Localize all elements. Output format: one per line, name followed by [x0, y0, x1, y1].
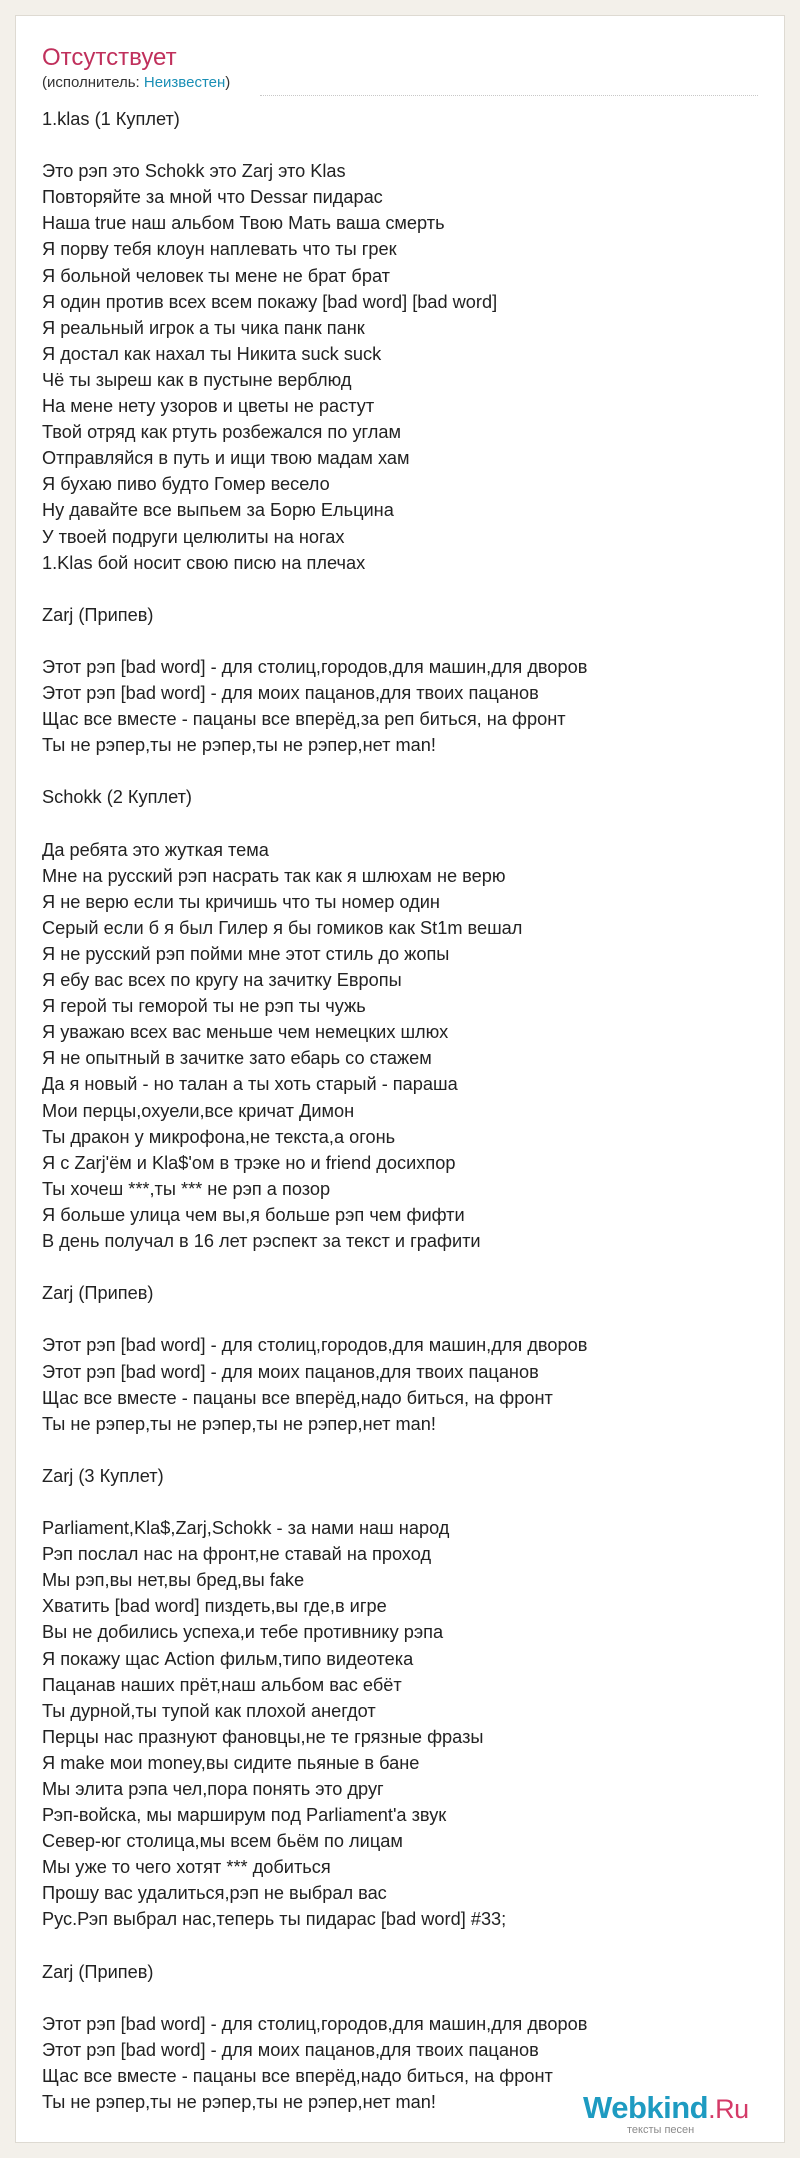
lyric-line: Zarj (Припев) [42, 1961, 154, 1982]
lyric-line: Этот рэп [bad word] - для моих пацанов,для твоих пацанов [42, 1361, 539, 1382]
lyric-line: На мене нету узоров и цветы не растут [42, 396, 375, 417]
lyric-line: Повторяйте за мной что Dessar пидарас [42, 187, 383, 208]
lyric-line: Zarj (Припев) [42, 604, 154, 625]
lyric-line: Перцы нас празнуют фановцы,не те грязные фразы [42, 1726, 484, 1747]
lyric-line: Zarj (Припев) [42, 1283, 154, 1304]
lyric-line: Я один против всех всем покажу [bad word] [bad word] [42, 291, 498, 312]
lyric-line: Я порву тебя клоун наплевать что ты грек [42, 239, 397, 260]
site-logo[interactable] [583, 2091, 773, 2135]
lyric-line: Ты дурной,ты тупой как плохой анегдот [42, 1700, 376, 1721]
lyric-line: Этот рэп [bad word] - для моих пацанов,для твоих пацанов [42, 2039, 539, 2060]
lyric-line: Я реальный игрок а ты чика панк панк [42, 317, 365, 338]
lyric-line: Серый если б я был Гилер я бы гомиков как St1m вешал [42, 917, 523, 938]
lyric-line: Я make мои money,вы сидите пьяные в бане [42, 1752, 420, 1773]
lyric-line [42, 1985, 742, 2011]
lyric-line: Твой отряд как ртуть розбежался по углам [42, 422, 401, 443]
lyrics-block [42, 106, 742, 2115]
lyric-line: Parliament,Kla$,Zarj,Schokk - за нами наш народ [42, 1518, 450, 1539]
lyric-line: Я не русский рэп пойми мне этот стиль до жопы [42, 944, 450, 964]
lyric-line [42, 628, 742, 654]
performer-line [42, 74, 230, 92]
lyric-line: 1.klas (1 Куплет) [42, 109, 180, 129]
song-title: Отсутствует [42, 44, 177, 71]
lyric-line: Мои перцы,охуели,все кричат Димон [42, 1100, 355, 1121]
lyric-line: Щас все вместе - пацаны все вперёд,надо биться, на фронт [42, 1387, 553, 1408]
lyric-line: Рэп послал нас на фронт,не ставай на проход [42, 1544, 432, 1565]
lyric-line: Ты дракон у микрофона,не текста,а огонь [42, 1126, 396, 1147]
logo-tagline: тексты песен [627, 2124, 695, 2136]
lyric-line: Чё ты зыреш как в пустыне верблюд [42, 369, 352, 390]
lyric-line: Zarj (3 Куплет) [42, 1465, 164, 1486]
lyric-line: Schokk (2 Куплет) [42, 787, 192, 808]
lyric-line: Этот рэп [bad word] - для моих пацанов,для твоих пацанов [42, 683, 539, 704]
lyric-line: Этот рэп [bad word] - для столиц,городов,для машин,для дворов [42, 1335, 588, 1356]
lyric-line: Ты не рэпер,ты не рэпер,ты не рэпер,нет man! [42, 2092, 436, 2113]
lyric-line: Мы элита рэпа чел,пора понять это друг [42, 1779, 384, 1799]
lyric-line [42, 758, 742, 784]
lyric-line: Я больше улица чем вы,я больше рэп чем фифти [42, 1204, 465, 1225]
lyric-line: Наша true наш альбом Твою Мать ваша смерть [42, 213, 445, 234]
lyric-line: Я ебу вас всех по кругу на зачитку Европы [42, 970, 402, 991]
lyric-line: Да я новый - но талан а ты хоть старый - параша [42, 1074, 458, 1095]
lyric-line: Я покажу щас Action фильм,типо видеотека [42, 1648, 414, 1669]
lyric-line: Мы рэп,вы нет,вы бред,вы fake [42, 1570, 305, 1591]
lyric-line [42, 1254, 742, 1280]
lyric-line [42, 576, 742, 602]
lyric-line: Я герой ты геморой ты не рэп ты чужь [42, 996, 366, 1017]
lyric-line: Прошу вас удалиться,рэп не выбрал вас [42, 1883, 387, 1904]
logo-wordmark [583, 2091, 749, 2126]
lyric-line: Ты не рэпер,ты не рэпер,ты не рэпер,нет man! [42, 735, 436, 756]
lyric-line: В день получал в 16 лет рэспект за текст и графити [42, 1231, 481, 1252]
lyric-line: Щас все вместе - пацаны все вперёд,за реп биться, на фронт [42, 709, 566, 730]
lyric-line: Это рэп это Schokk это Zarj это Klas [42, 161, 346, 182]
lyric-line: Ты хочеш ***,ты *** не рэп а позор [42, 1178, 331, 1199]
lyric-line: Да ребята это жуткая тема [42, 839, 269, 860]
lyric-line [42, 1933, 742, 1959]
logo-tld: .Ru [708, 2094, 749, 2124]
lyric-line [42, 1489, 742, 1515]
lyric-line: Ну давайте все выпьем за Борю Ельцина [42, 500, 394, 521]
lyric-line: Я больной человек ты мене не брат брат [42, 265, 390, 286]
lyric-line: Этот рэп [bad word] - для столиц,городов,для машин,для дворов [42, 656, 588, 677]
lyric-line: Этот рэп [bad word] - для столиц,городов,для машин,для дворов [42, 2013, 588, 2034]
performer-link[interactable]: Неизвестен [143, 74, 226, 91]
lyric-line: Мы уже то чего хотят *** добиться [42, 1857, 331, 1878]
header-divider [260, 95, 758, 96]
lyric-line: Мне на русский рэп насрать так как я шлюхам не верю [42, 865, 506, 886]
lyric-line [42, 132, 742, 158]
lyric-line: Я с Zarj'ём и Kla$'ом в трэке но и friend досихпор [42, 1152, 456, 1173]
lyric-line: Рус.Рэп выбрал нас,теперь ты пидарас [bad word] #33; [42, 1909, 507, 1930]
lyric-line: У твоей подруги целюлиты на ногах [42, 526, 345, 547]
lyric-line: Я уважаю всех вас меньше чем немецких шлюх [42, 1022, 449, 1043]
lyric-line: Рэп-войска, мы марширум под Parliament'а звук [42, 1805, 447, 1826]
lyric-line: Я достал как нахал ты Никита suck suck [42, 343, 382, 364]
lyric-line: Пацанав наших прёт,наш альбом вас ебёт [42, 1674, 402, 1695]
performer-prefix: (исполнитель: [42, 74, 144, 91]
lyric-line: Я бухаю пиво будто Гомер весело [42, 474, 330, 495]
lyric-line: Вы не добились успеха,и тебе противнику рэпа [42, 1622, 444, 1643]
lyric-line [42, 1437, 742, 1463]
lyric-line: Щас все вместе - пацаны все вперёд,надо биться, на фронт [42, 2066, 553, 2087]
performer-suffix: ) [225, 74, 231, 91]
lyric-line: Я не верю если ты кричишь что ты номер один [42, 891, 440, 912]
lyric-line [42, 811, 742, 837]
logo-brand: Webkind [583, 2090, 709, 2125]
lyric-line: Я не опытный в зачитке зато ебарь со стажем [42, 1048, 432, 1069]
lyric-line [42, 1306, 742, 1332]
lyric-line: Хватить [bad word] пиздеть,вы где,в игре [42, 1596, 387, 1617]
lyric-line: 1.Klas бой носит свою писю на плечах [42, 552, 366, 573]
lyric-line: Ты не рэпер,ты не рэпер,ты не рэпер,нет man! [42, 1413, 436, 1434]
lyric-line: Север-юг столица,мы всем бьём по лицам [42, 1831, 403, 1852]
lyric-line: Отправляйся в путь и ищи твою мадам хам [42, 448, 410, 469]
